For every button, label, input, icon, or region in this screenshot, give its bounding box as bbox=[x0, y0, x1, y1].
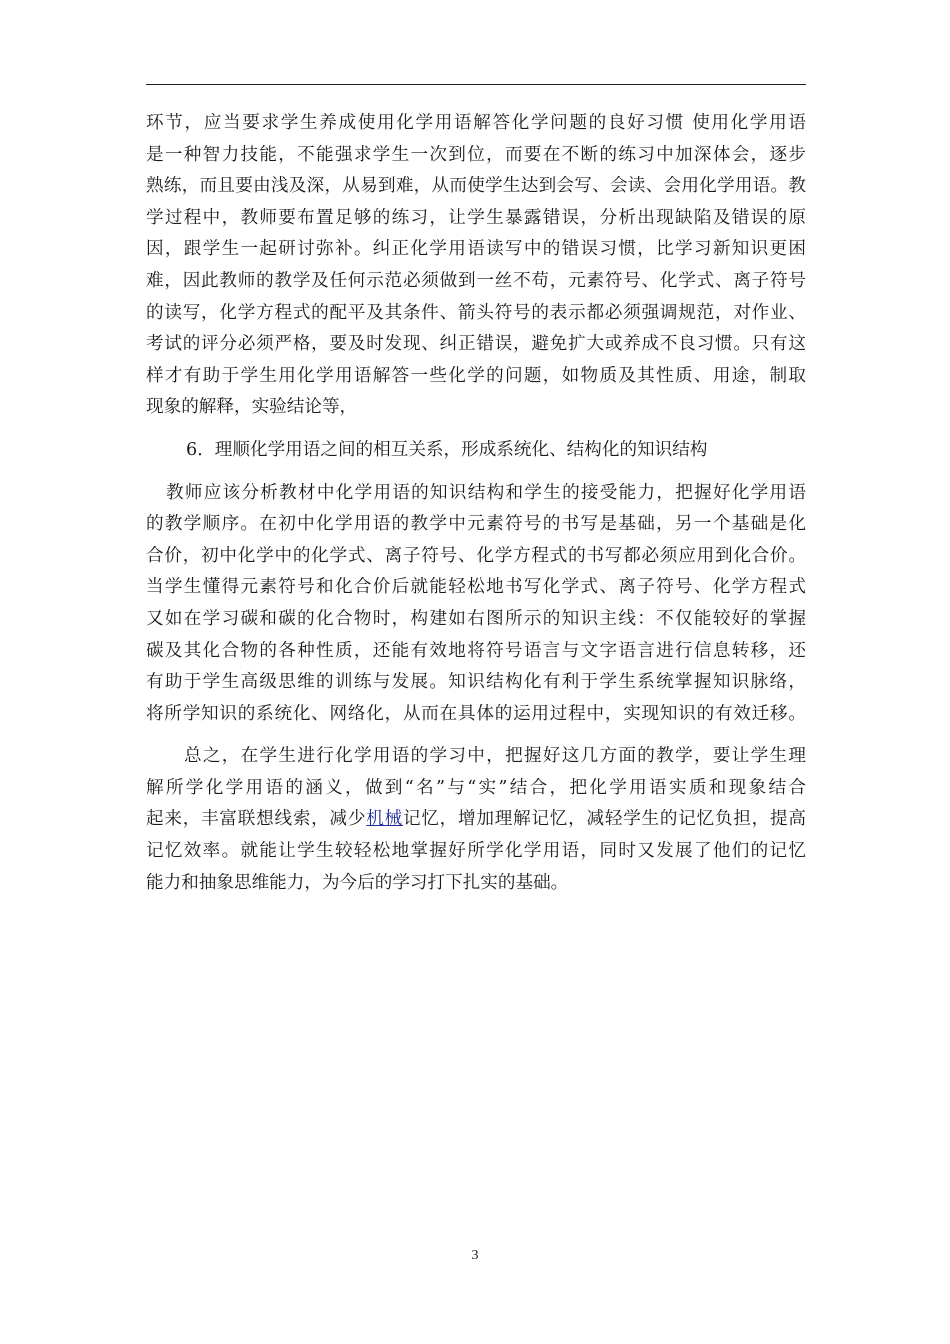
mechanical-link[interactable]: 机械 bbox=[366, 809, 403, 830]
text-line: 是一种智力技能，不能强求学生一次到位，而要在不断的练习中加深体会，逐步 bbox=[146, 144, 806, 165]
text-line: 的读写，化学方程式的配平及其条件、箭头符号的表示都必须强调规范，对作业、 bbox=[146, 302, 806, 323]
paragraph-3 bbox=[146, 741, 806, 899]
text-line: 难，因此教师的教学及任何示范必须做到一丝不苟，元素符号、化学式、离子符号 bbox=[146, 270, 806, 291]
text-line: 教师应该分析教材中化学用语的知识结构和学生的接受能力，把握好化学用语 bbox=[166, 482, 806, 503]
paragraph-2 bbox=[146, 478, 806, 731]
paragraph-1 bbox=[146, 108, 806, 424]
text-line: 总之，在学生进行化学用语的学习中，把握好这几方面的教学，要让学生理 bbox=[184, 746, 806, 767]
text-line: 考试的评分必须严格，要及时发现、纠正错误，避免扩大或养成不良习惯。只有这 bbox=[146, 334, 806, 355]
document-body bbox=[146, 108, 806, 899]
text-line: 现象的解释，实验结论等， bbox=[146, 397, 358, 418]
text-line: 环节，应当要求学生养成使用化学用语解答化学问题的良好习惯 使用化学用语 bbox=[146, 113, 806, 133]
text-line: 熟练，而且要由浅及深，从易到难，从而使学生达到会写、会读、会用化学用语。教 bbox=[146, 176, 806, 197]
header-rule bbox=[146, 84, 806, 85]
text-segment: 起来，丰富联想线索，减少 bbox=[146, 809, 367, 830]
text-line: 碳及其化合物的各种性质，还能有效地将符号语言与文字语言进行信息转移，还 bbox=[146, 640, 806, 661]
text-line: 又如在学习碳和碳的化合物时，构建如右图所示的知识主线：不仅能较好的掌握 bbox=[146, 608, 806, 629]
text-line: 解所学化学用语的涵义，做到“名”与“实”结合，把化学用语实质和现象结合 bbox=[146, 777, 806, 798]
text-line: 有助于学生高级思维的训练与发展。知识结构化有利于学生系统掌握知识脉络， bbox=[146, 672, 806, 693]
text-segment: 记忆，增加理解记忆，减轻学生的记忆负担，提高 bbox=[402, 809, 806, 830]
text-line: 因，跟学生一起研讨弥补。纠正化学用语读写中的错误习惯，比学习新知识更困 bbox=[146, 239, 806, 260]
text-line: 当学生懂得元素符号和化合价后就能轻松地书写化学式、离子符号、化学方程式 bbox=[146, 577, 806, 598]
text-line: 记忆效率。就能让学生较轻松地掌握好所学化学用语，同时又发展了他们的记忆 bbox=[146, 841, 806, 862]
text-line: 合价，初中化学中的化学式、离子符号、化学方程式的书写都必须应用到化合价。 bbox=[146, 545, 806, 566]
text-line: 能力和抽象思维能力，为今后的学习打下扎实的基础。 bbox=[146, 872, 569, 893]
text-line: 将所学知识的系统化、网络化，从而在具体的运用过程中，实现知识的有效迁移。 bbox=[146, 703, 806, 724]
page-number: 3 bbox=[471, 1248, 479, 1263]
text-line-with-link bbox=[146, 804, 806, 836]
text-line: 学过程中，教师要布置足够的练习，让学生暴露错误，分析出现缺陷及错误的原 bbox=[146, 207, 806, 228]
text-line: 样才有助于学生用化学用语解答一些化学的问题，如物质及其性质、用途，制取 bbox=[146, 365, 806, 386]
text-line: 的教学顺序。在初中化学用语的教学中元素符号的书写是基础，另一个基础是化 bbox=[146, 514, 806, 535]
section-heading: 6．理顺化学用语之间的相互关系，形成系统化、结构化的知识结构 bbox=[186, 439, 708, 460]
